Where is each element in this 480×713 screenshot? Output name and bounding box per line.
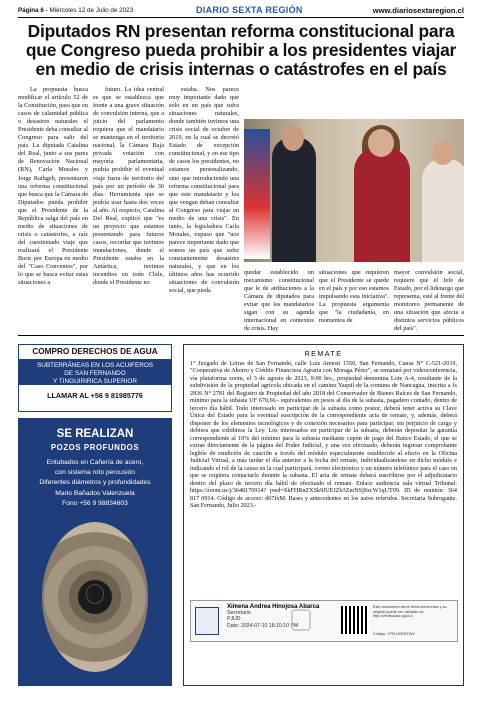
article-column-2: futuro. La idea central es que se establezca que frente a una grave situación de convulsión interna, que a juicio del parlamento requiera que el mandatario se mantenga en el territorio nacional, la Cámara Baja privada votación con mayoría parlamentaria, podría prohibir el eventual viaje fuera de territorio del país por un período de 30 días. Herramienta que se podría usar hasta dos veces al año. Al respecto, Catalina Del Real, explicó que "es un proyecto que estamos presentando para futuros casos, recordar que tuvimos inundaciones, donde el Presidente estaba en la Antártica, tuvimos incendios en todo Chile, donde el Presidente no <box>93 86 164 287</box>
article-headline: Diputados RN presentan reforma constitucional para que Congreso pueda prohibir a los presidentes viajar en medio de crisis internas o catástrofes en el país <box>25 21 457 79</box>
remate-body: 1° Juzgado de Letras de San Fernando, calle Luis Amesti 1550, San Fernando, Causa N° C-521-2019, "Cooperativa de Ahorro y Crédito Financiera Agraria con Moraga Pérez", se rematará por videoconferencia, vía plataforma zoom, el 3 de agosto de 2023, 9:00 hrs., propiedad denomina Lote A-4, resultante de la subdivisión de la propiedad agrícola ubicada en el camino Yaquil de la comuna de Nancagua, inscrita a fs 2836 N° 2781 del Registro de Propiedad del año 2018 del Conservador de Bienes Raíces de San Fernando, mínimo para la subasta UF 670,66.- equivalentes en pesos al día de la subasta, pagadero contado, dentro de tercero día hábil. Todo interesado en participar de la subasta como postor, deberá tener activa su Clave Única del Estado para la eventual suscripción de la correspondiente acta de remate, y, además, deberá disponer de los elementos tecnológicos y de conexión necesarios para participar, sin perjuicio de cargo y debiera que exhibiese la Ley. Los interesados en participar de la subasta, deberán depositar la garantía correspondiente al 10% del mínimo para la subasta mediante cupón de pago del Banco Estado, el que se extrae directamente de la página del Poder Judicial, y una vez efectuado, deberán ingresar comprobante legible de rendición de caución a través del módulo especialmente establecido al efecto en la Oficina Judicial Virtual, a más tardar el día anterior a la fecha del remate, individualizándose en dicho módulo e indicando el rol de la causa en la cual participará, correo electrónico y un número telefónico para el caso en que se requiera contactarlo durante la subasta. El acta de remate deberá suscribirse por el adjudicatario dentro del plazo de tercero día hábil de efectuado el remate. Enlace audiencia sala virtual Tribunal: https://zoom.us/j/3648170914? pwd=SkFHRnZXSk9IUEJZb3ZmNSj8xcW1qUT09. ID de reunión: 364 817 0914. Código de acceso: d67fxM. Bases y antecedentes en los autos referidos. Secretaria Subrogante. San Fernando, Julio 2023.- <box>190 361 457 510</box>
verification-code: Código: YFFHJXEBTWV <box>373 632 415 636</box>
wells-ad-phone[interactable]: Fono +56 9 98834603 <box>62 499 128 507</box>
lock-icon <box>291 609 311 631</box>
article-photo <box>244 119 464 262</box>
well-photo <box>42 522 148 672</box>
page-number-date: Página 6 - Miércoles 12 de Julio de 2023 <box>18 7 134 14</box>
article-column-1: La propuesta busca modificar el artículo 52 de la Constitución, para que en casos de calamidad pública o desastres naturales el Presidente deba consultar al Congreso para salir del país. La diputada Catalina del Real, junto a sus pares de Renovación Nacional (RN), Carla Morales y Jorge Rathgeb, presentaron una reforma constitucional que busca que la Cámara de Diputados pueda prohibir que el Presidente de la República salga del país en medio de situaciones de crisis o catástrofes, a raíz del cuestionado viaje que realizará el Presidente Boric por Europa en medio del "Caso Convenios", por lo que se busca evitar estas situaciones a <box>18 86 88 287</box>
masthead: DIARIO SEXTA REGIÓN <box>196 5 303 15</box>
electronic-signature <box>190 600 458 642</box>
water-rights-ad <box>18 344 172 412</box>
wells-ad <box>18 418 172 686</box>
article-column-5: situaciones que requieren que el Presidente se quede en el país y por eso estamos impulsando esta iniciativa". La propuesta argumenta que "la ciudadanía, en momentos de <box>319 269 389 325</box>
wells-ad-subtitle: POZOS PROFUNDOS <box>50 443 140 452</box>
article-column-3: estaba. Nos parece muy importante dado que sólo en un país que sufra situaciones naturales, donde también tuvimos una crisis social de octubre de 2019, en la cual se decretó Estado de excepción constitucional, y en ese tipo de casos los presidentes, no estamos personalizando, sino que introduciendo una reforma constitucional para que este mandatario y los que vengan deban consultar al Congreso para viajar en medio de una crisis". En tanto, la legisladora Carla Morales, expuso que "nos parece importante dado que somos un país que sufre constantemente desastres naturales, y que en los últimos años has ocurrido situaciones de convulsión social, que pieda <box>169 86 239 295</box>
page-header <box>18 4 464 18</box>
signer-info: Ximena Andrea Hinojosa Abarca Secretario PJUD Date: 2024-07-10 18:10:10 PM <box>227 604 320 629</box>
qr-code[interactable] <box>341 606 369 634</box>
water-ad-phone[interactable]: LLAMAR AL +56 9 81985776 <box>47 391 143 400</box>
website-url[interactable]: www.diariosextaregion.cl <box>372 6 464 15</box>
pjud-logo <box>195 607 219 635</box>
water-ad-body: SUBTERRÁNEAS EN LOS ACUIFEROS DE SAN FERNANDO Y TINGUIRIRICA SUPERIOR <box>19 359 171 385</box>
verification-note: Este documento tiene firma electrónica y su original puede ser validado en http://verificadoc.pjud.cl <box>373 605 447 619</box>
wells-ad-title: SE REALIZAN <box>56 428 134 440</box>
section-divider <box>18 335 464 336</box>
wells-ad-body: Entubados en Cañería de acero, con sistema roto percusión Diferentes diámetros y profundidades Mario Bañados Valenzuela Fono +56 9 98834603 <box>18 458 172 509</box>
water-ad-title: COMPRO DERECHOS DE AGUA <box>32 347 158 356</box>
article-column-4: quedar establecido un mecanismo constitucional que le de atribuciones a la Cámara de diputados para evitar que los mandatarios sigan con su agenda internacional en contextos de crisis. Hay <box>244 269 314 333</box>
article-column-6: mayor convulsión social, requiere que el Jefe de Estado, por el liderazgo que representa, esté al frente del monitoreo permanente de una situación que afecta a distintos servicios públicos del país". <box>394 269 464 333</box>
remate-title: REMATE <box>304 349 343 358</box>
